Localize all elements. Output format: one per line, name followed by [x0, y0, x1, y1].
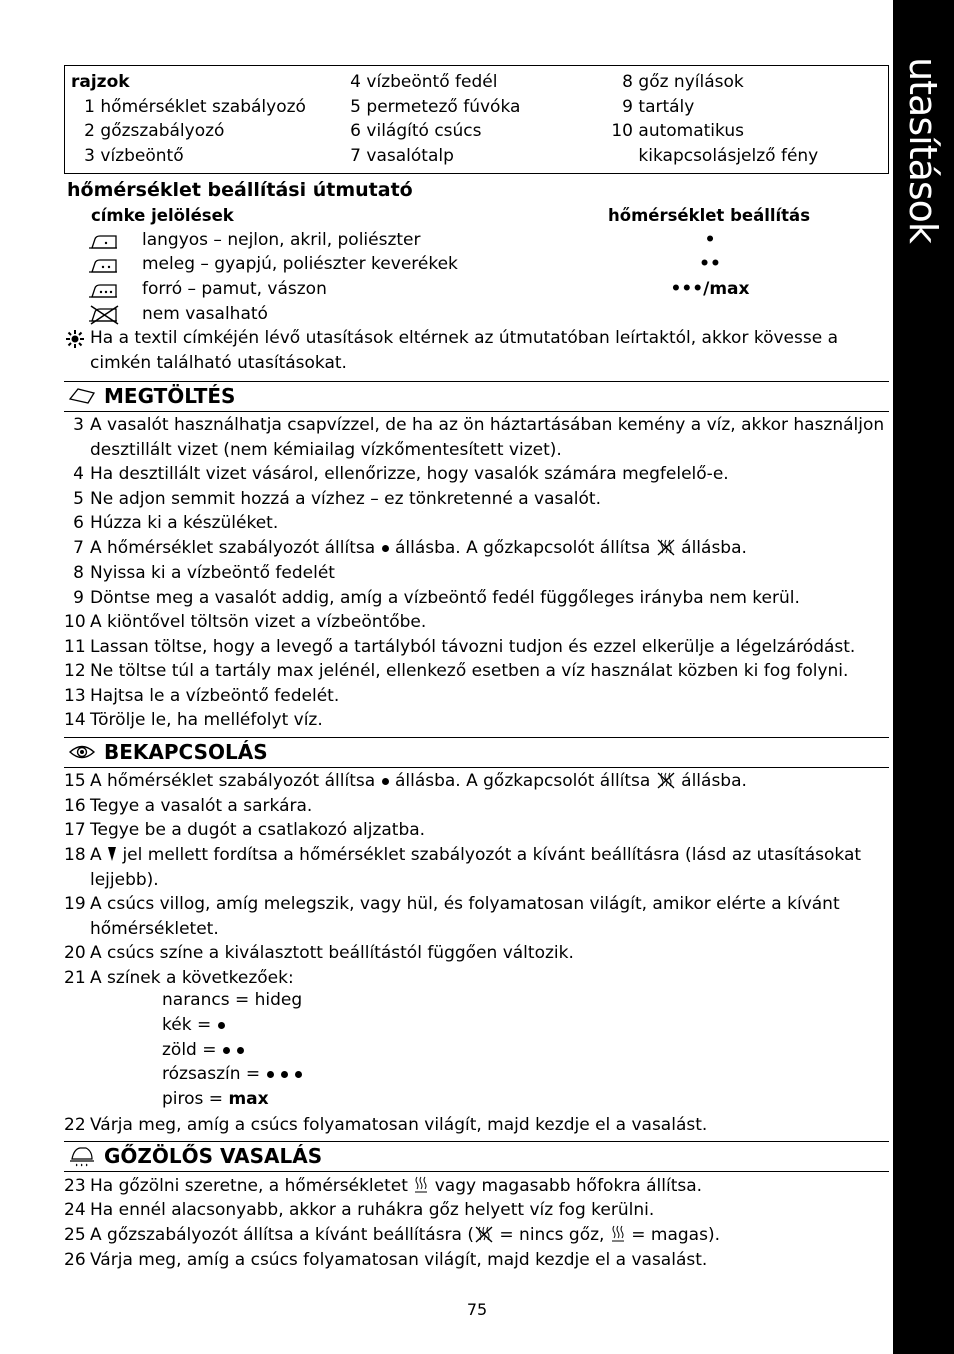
parts-box [64, 65, 889, 174]
dot-icon [267, 1071, 274, 1078]
no-steam-icon [474, 1225, 494, 1243]
part-item: 4 vízbeöntő fedél [350, 72, 498, 92]
no-steam-icon [656, 538, 676, 556]
divider [64, 411, 889, 412]
section-steam-header [68, 1142, 322, 1170]
color-item: piros = max [162, 1089, 269, 1109]
high-steam-icon [610, 1224, 626, 1244]
temp-setting-header: hőmérséklet beállítás [608, 206, 811, 225]
step-item: 3 A vasalót használhatja csapvízzel, de ha az ön háztartásában kemény a víz, akkor használjon desztillált vizet (nem kémiailag vízkőmentesített vizet). [73, 415, 885, 460]
iron-2dot-icon [88, 256, 120, 276]
dot-icon [223, 1047, 230, 1054]
step-item: 18 A jel mellett fordítsa a hőmérséklet szabályozót a kívánt beállításra (lásd az utasításokat lejjebb). [64, 845, 862, 890]
parts-column-1 [71, 70, 306, 168]
part-item: 6 világító csúcs [350, 121, 482, 141]
section-steam-title: GŐZÖLŐS VASALÁS [104, 1144, 323, 1168]
color-item: zöld = [162, 1040, 245, 1060]
sun-icon [66, 330, 84, 348]
fill-icon [68, 385, 96, 407]
color-item: narancs = hideg [162, 990, 303, 1010]
temp-guide-title: hőmérséklet beállítási útmutató [67, 179, 413, 201]
section-on-header [68, 738, 268, 766]
part-item: 7 vasalótalp [350, 145, 454, 166]
dot-icon [382, 778, 389, 785]
section-fill-header [68, 382, 235, 410]
temp-note-line2: cimkén található utasításokat. [90, 353, 347, 373]
iron-1dot-icon [88, 232, 120, 252]
part-item: 3 vízbeöntő [84, 145, 184, 166]
page-number: 75 [466, 1300, 488, 1319]
part-item: 1 hőmérséklet szabályozó [84, 96, 306, 117]
parts-column-2 [337, 70, 520, 168]
part-item: 5 permetező fúvóka [350, 96, 521, 117]
steam-icon [68, 1145, 96, 1167]
iron-3dot-icon [88, 281, 120, 301]
dot-icon [295, 1071, 302, 1078]
side-tab-label-wrap [893, 0, 954, 330]
section-on-title: BEKAPCSOLÁS [104, 740, 268, 764]
divider [64, 767, 889, 768]
temp-row-setting: •• [699, 254, 721, 274]
dot-icon [218, 1022, 225, 1029]
temp-row-setting: • [704, 230, 716, 250]
step-item: 19 A csúcs villog, amíg melegszik, vagy hül, és folyamatosan világít, amikor elérte a kívánt hőmérsékletet. [64, 894, 840, 939]
temp-note-line1: Ha a textil címkéjén lévő utasítások eltérnek az útmutatóban leírtaktól, akkor kövesse a [90, 328, 838, 348]
color-item: kék = [162, 1015, 226, 1035]
iron-crossed-icon [88, 305, 120, 325]
color-item: rózsaszín = [162, 1064, 303, 1084]
part-item: 2 gőzszabályozó [84, 121, 225, 141]
section-fill-title: MEGTÖLTÉS [104, 384, 236, 408]
temp-row-setting: •••/max [670, 279, 750, 299]
temp-row-label: meleg – gyapjú, poliészter keverékek [142, 254, 458, 274]
side-tab-label: utasítások [901, 57, 945, 243]
part-item: 9 tartály [622, 96, 695, 117]
divider [64, 1171, 889, 1172]
temp-row-label: langyos – nejlon, akril, poliészter [142, 230, 421, 250]
parts-column-3 [605, 70, 818, 168]
no-steam-icon [656, 771, 676, 789]
part-item: 10 automatikus [611, 121, 744, 141]
temp-row-label: nem vasalható [142, 304, 268, 324]
steam-setting-icon [413, 1175, 429, 1195]
pointer-mark-icon [107, 846, 117, 862]
eye-icon [68, 741, 96, 763]
parts-title: rajzok [71, 72, 130, 92]
dot-icon [382, 545, 389, 552]
temp-row-label: forró – pamut, vászon [142, 279, 327, 299]
part-item: 8 gőz nyílások [622, 72, 744, 92]
part-item: kikapcsolásjelző fény [638, 145, 819, 166]
dot-icon [237, 1047, 244, 1054]
dot-icon [281, 1071, 288, 1078]
label-markings-header: címke jelölések [91, 206, 234, 225]
